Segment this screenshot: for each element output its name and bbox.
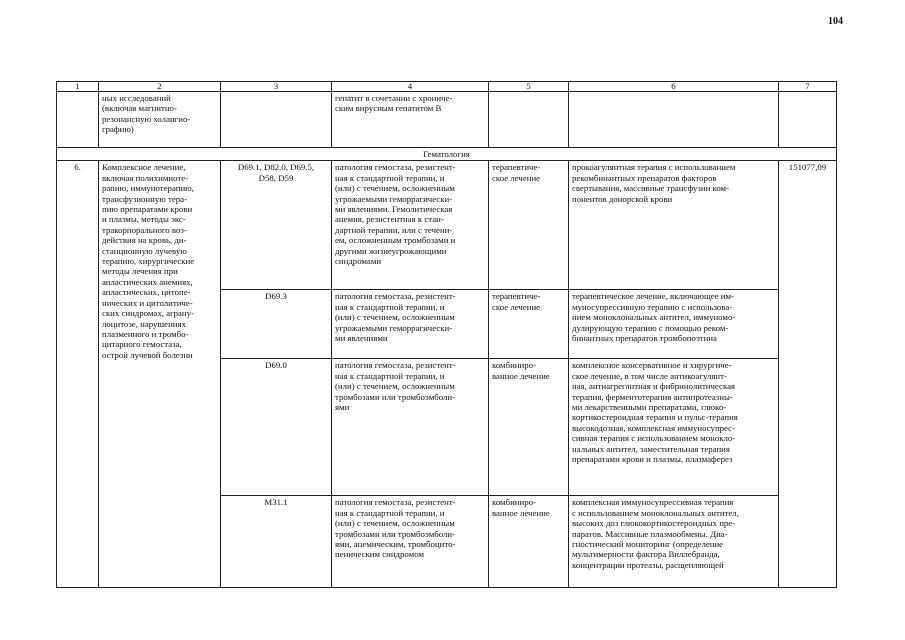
medical-care-table (56, 81, 837, 588)
diagnosis-codes: D69.3 (221, 290, 332, 359)
treatment-type: комбиниро- ванное лечение (489, 496, 569, 588)
continuation-row (57, 92, 837, 148)
cell-empty (57, 92, 99, 148)
column-number: 5 (489, 82, 569, 92)
continuation-model: гепатит в сочетании с хрониче- ским вирусным гепатитом В (332, 92, 489, 148)
section-row (57, 148, 837, 161)
diagnosis-codes: D69.0 (221, 359, 332, 496)
cell-empty (569, 92, 779, 148)
patient-model: патология гемостаза, резистент- ная к стандартной терапии, и (или) с течением, осложненным тромбозами или тромбоэмболи- ями (332, 359, 489, 496)
column-number-row (57, 82, 837, 92)
cell-empty (489, 92, 569, 148)
treatment-method: терапевтическое лечение, включающее им- муносупрессивную терапию с использова- нием моноклональных антител, иммуномо- дулирующую терапию с помощью реком- бинантных препаратов тромбопоэтина (569, 290, 779, 359)
diagnosis-codes: D69.1, D82.0, D69.5, D58, D59 (221, 161, 332, 290)
column-number: 1 (57, 82, 99, 92)
treatment-type: комбиниро- ванное лечение (489, 359, 569, 496)
treatment-type: терапевтиче- ское лечение (489, 290, 569, 359)
cell-empty (779, 92, 837, 148)
patient-model: патология гемостаза, резистент- ная к стандартной терапии, и (или) с течением, осложненным угрожаемыми геморрагически- ми явлениями (332, 290, 489, 359)
treatment-type: терапевтиче- ское лечение (489, 161, 569, 290)
page-number: 104 (828, 16, 843, 27)
diagnosis-codes: M31.1 (221, 496, 332, 588)
column-number: 3 (221, 82, 332, 92)
continuation-group-name: ных исследований (включая магнитно- резонансную холангио- графию) (99, 92, 221, 148)
group-number: 6. (57, 161, 99, 588)
column-number: 7 (779, 82, 837, 92)
column-number: 6 (569, 82, 779, 92)
treatment-method: комплексное консервативное и хирургиче- ское лечение, в том числе антикоагулянт- ная, антиагрегантная и фибринолитическая терапия, ферментотерапия антипротеазны- ми лекарственными препаратами, глюко- кортикостероидная терапия и пульс-терапия высокодозная, комплексная иммуносупрес- сивная терапия с использованием моноклo- нальных антител, заместительная терапия препаратами крови и плазмы, плазмаферез (569, 359, 779, 496)
cost-value: 151077,09 (779, 161, 837, 588)
group-name: Комплексное лечение, включая полихимиоте- рапию, иммунотерапию, трансфузионную тера- пию препаратами крови и плазмы, методы экс- тракорпорального воз- действия на кровь, ди- станционную лучевую терапию, хирургические методы лечения при апластических анемиях, апластических, цитопе- нических и цитолитиче- ских синдромах, аграну- лоцитозе, нарушениях плазменного и тромбо- цитарного гемостаза, острой лучевой болезни (99, 161, 221, 588)
treatment-method: прокоагулянтная терапия с использованием рекомбинантных препаратов факторов свертывания, массивные трансфузии ком- понентов донорской крови (569, 161, 779, 290)
column-number: 2 (99, 82, 221, 92)
section-title: Гематология (57, 148, 837, 161)
patient-model: патология гемостаза, резистент- ная к стандартной терапии, и (или) с течением, осложненным угрожаемыми геморрагически- ми явлениями. Гемолитическая анемия, резистентная к стан- дартной терапии, или с течени- ем, осложненным тромбозами и другими жизнеугрожающими синдромами (332, 161, 489, 290)
column-number: 4 (332, 82, 489, 92)
treatment-method: комплексная иммуносупрессивная терапия с использованием моноклональных антител, высоких доз глюкокортикостероидных пре- паратов. Массивные плазмообмены. Диа- гностический мониторинг (определение мультимерности фактора Виллебранда, концентрации протеазы, расщепляющей (569, 496, 779, 588)
patient-model: патология гемостаза, резистент- ная к стандартной терапии, и (или) с течением, осложненным тромбозами или тромбоэмболи- ями, анемическим, тромбоцито- пеническим синдромом (332, 496, 489, 588)
table-row (57, 161, 837, 290)
cell-empty (221, 92, 332, 148)
